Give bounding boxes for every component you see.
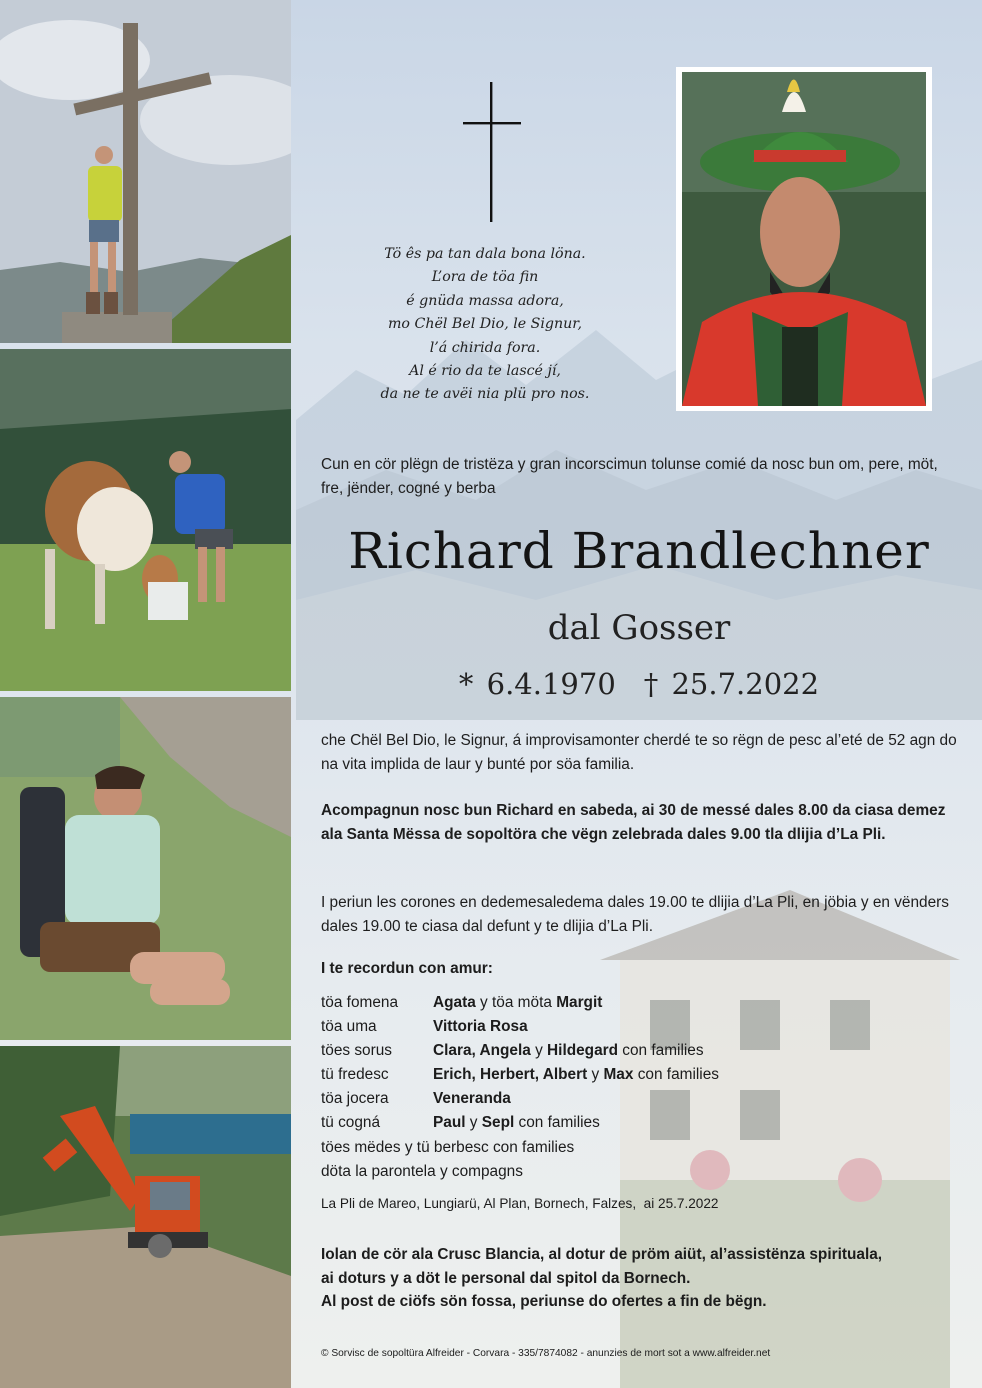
mourner-relation: töa fomena [321, 994, 399, 1011]
mourner-name: Vittoria Rosa [433, 1018, 528, 1036]
life-dates [296, 667, 982, 701]
mourner-row [321, 1136, 961, 1160]
mourners-list [321, 991, 961, 1184]
mourner-row: tü cogná Paul y Sepl con families [321, 1111, 961, 1135]
death-date: † 25.7.2022 [643, 667, 820, 701]
deceased-alias: dal Gosser [547, 608, 731, 648]
thanks-line: Al post de ciöfs sön fossa, periunse do ofertes a fin de bëgn. [321, 1293, 767, 1310]
poem-line: é gnüda massa adora, [406, 292, 564, 309]
mourner-relation: töa uma [321, 1018, 377, 1036]
funeral-info-text: Acompagnun nosc bun Richard en sabeda, ai 30 de messé dales 8.00 da ciasa demez ala Santa Mëssa de sopoltöra che vëgn zelebrada dales 9.00 tla dlijia d’La Pli. [321, 802, 946, 843]
photo-column [0, 0, 291, 1388]
poem-line: da ne te avëi nia plü pro nos. [380, 386, 590, 403]
rosary-info-text: I periun les corones en dedemesaledema dales 19.00 te dlijia d’La Pli, en jöbia y en vënders dales 19.00 te ciasa dal defunt y te dlijia d’La Pli. [321, 894, 949, 935]
mourner-row: töes sorus Clara, Angela y Hildegard con families [321, 1039, 961, 1063]
poem-line: mo Chël Bel Dio, le Signur, [387, 316, 583, 333]
mourner-extra: töes mëdes y tü berbesc con families [321, 1138, 575, 1156]
portrait-photo [676, 67, 932, 411]
mourner-name: Erich, Herbert, Albert [433, 1066, 588, 1084]
mourner-relation: töes sorus [321, 1042, 393, 1060]
mourner-row: töa fomena Agata y töa möta Margit [321, 991, 961, 1015]
poem-line: l’á chirida fora. [429, 339, 541, 356]
poem-line: L’ora de töa fin [431, 269, 539, 286]
birth-date: * 6.4.1970 [458, 667, 616, 701]
mourner-row: tü fredesc Erich, Herbert, Albert y Max con families [321, 1063, 961, 1087]
mourner-row [321, 1087, 961, 1111]
intro-text: Cun en cör plëgn de tristëza y gran incorscimun tolunse comié da nosc bun om, pere, möt, fre, jënder, cogné y berba [321, 456, 938, 497]
footer-credit: © Sorvisc de sopoltüra Alfreider - Corvara - 335/7874082 - anunzies de mort sot a www.alfreider.net [321, 1348, 771, 1359]
mourner-name: Sepl [481, 1114, 515, 1132]
mourner-relation: töa jocera [321, 1090, 389, 1108]
deceased-name: Richard Brandlechner [348, 522, 930, 580]
mourner-relation: tü cogná [321, 1114, 381, 1132]
place-and-date: La Pli de Mareo, Lungiarü, Al Plan, Bornech, Falzes, ai 25.7.2022 [321, 1196, 719, 1211]
mourner-relation: tü fredesc [321, 1066, 389, 1084]
mourner-name: Veneranda [433, 1090, 511, 1108]
thanks-line: Iolan de cör ala Crusc Blancia, al dotur de pröm aiüt, al’assistënza spirituala, [321, 1246, 883, 1263]
mourner-name: Agata [433, 994, 476, 1011]
thanks-text [321, 1243, 971, 1314]
mourner-name: Max [603, 1066, 634, 1084]
mourner-extra: döta la parontela y compagns [321, 1162, 523, 1180]
photo-hiker-sitting [0, 697, 291, 1040]
mourner-name: Margit [556, 994, 603, 1011]
mourner-row [321, 1160, 961, 1184]
poem-line: Tö ês pa tan dala bona löna. [384, 246, 586, 262]
poem-line: Al é rio da te lascé jí, [409, 363, 561, 380]
thanks-line: ai doturs y a döt le personal dal spitol da Bornech. [321, 1269, 691, 1287]
mourner-row [321, 1015, 961, 1039]
photo-cow [0, 349, 291, 691]
death-notice-text: che Chël Bel Dio, le Signur, á improvisamonter cherdé te so rëgn de pesc al’eté de 52 agn do na vita implida de laur y bunté por söa familia. [321, 732, 957, 773]
mourner-name: Clara, Angela [433, 1042, 531, 1060]
cross-icon [463, 82, 521, 222]
mourner-name: Paul [433, 1114, 466, 1132]
photo-summit-cross [0, 0, 291, 343]
mourners-title: I te recordun con amur: [321, 960, 493, 977]
poem [330, 243, 640, 407]
photo-excavator [0, 1046, 291, 1388]
mourner-name: Hildegard [547, 1042, 619, 1060]
